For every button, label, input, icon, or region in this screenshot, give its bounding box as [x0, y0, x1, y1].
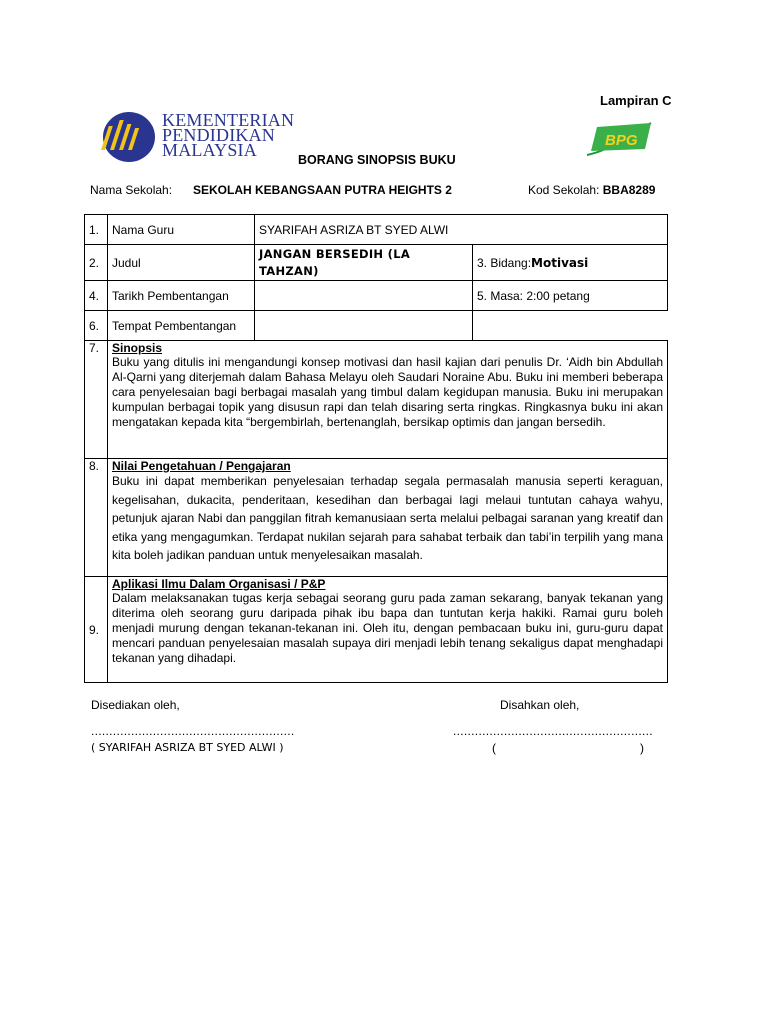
title-label: Judul — [108, 245, 255, 281]
time-field[interactable]: 5. Masa: 2:00 petang — [473, 281, 668, 311]
bpg-logo-text: BPG — [605, 132, 638, 149]
bidang-label: 3. Bidang: — [477, 255, 532, 270]
row-number: 9. — [85, 577, 108, 683]
venue-field[interactable] — [255, 311, 473, 341]
table-row — [85, 281, 668, 311]
school-code-value: BBA8289 — [602, 183, 656, 197]
bidang-value: Motivasi — [531, 255, 589, 270]
approved-by-label: Disahkan oleh, — [500, 698, 580, 712]
table-row — [85, 215, 668, 245]
teacher-name-label: Nama Guru — [108, 215, 255, 245]
bpg-logo — [585, 121, 653, 157]
approved-name-close: ) — [640, 741, 644, 755]
field-cell[interactable] — [473, 245, 668, 281]
prepared-signature-line: ........................................................ — [91, 724, 295, 738]
lampiran-label: Lampiran C — [600, 93, 672, 108]
school-code-label: Kod Sekolah: — [528, 183, 600, 197]
synopsis-cell — [108, 341, 668, 459]
row-number: 6. — [85, 311, 108, 341]
approved-signature-line: ....................................................... — [453, 724, 653, 738]
application-title: Aplikasi Ilmu Dalam Organisasi / P&P — [112, 577, 326, 591]
school-code — [528, 183, 655, 197]
application-cell — [108, 577, 668, 683]
date-field[interactable] — [255, 281, 473, 311]
teacher-name-field[interactable]: SYARIFAH ASRIZA BT SYED ALWI — [255, 215, 668, 245]
synopsis-form-table — [84, 214, 668, 683]
table-row — [85, 341, 668, 459]
row-number: 8. — [85, 459, 108, 577]
date-label: Tarikh Pembentangan — [108, 281, 255, 311]
form-title: BORANG SINOPSIS BUKU — [298, 153, 456, 167]
logo-line-3: MALAYSIA — [162, 140, 257, 160]
row-number: 4. — [85, 281, 108, 311]
row-number: 2. — [85, 245, 108, 281]
approved-name-open: ( — [492, 741, 496, 755]
table-row — [85, 459, 668, 577]
row-number: 1. — [85, 215, 108, 245]
venue-label: Tempat Pembentangan — [108, 311, 255, 341]
book-title-value: JANGAN BERSEDIH (LA TAHZAN) — [259, 246, 411, 278]
book-title-field[interactable] — [255, 245, 473, 281]
school-label: Nama Sekolah: — [90, 183, 173, 197]
synopsis-title: Sinopsis — [112, 341, 163, 355]
empty-cell — [473, 311, 668, 341]
logo-line-2: PENDIDIKAN — [162, 125, 275, 145]
knowledge-cell — [108, 459, 668, 577]
knowledge-title: Nilai Pengetahuan / Pengajaran — [112, 459, 291, 473]
knowledge-text: Buku ini dapat memberikan penyelesaian terhadap segala permasalah manusia seperti keraguan, kegelisahan, dukacita, penderitaan, kesedihan dan berbagai lagi melaui tuntutan cahaya wahyu, petunjuk ajaran Nabi dan panggilan fitrah kemanusiaan serta melalui pelbagai saranan yang kreatif dan etika yang mengagumkan. Terdapat nukilan sejarah para sahabat terbaik dan tabi’in terpilih yang mana kita boleh jadikan panduan untuk menyelesaikan masalah. — [112, 474, 663, 562]
table-row — [85, 245, 668, 281]
table-row — [85, 577, 668, 683]
application-text: Dalam melaksanakan tugas kerja sebagai seorang guru pada zaman sekarang, banyak tekanan yang diterima oleh seorang guru daripada pihak ibu bapa dan tuntutan kerja hakiki. Ramai guru boleh menjadi murung dengan tekanan-tekanan ini. Oleh itu, dengan pembacaan buku ini, guru-guru dapat mencari panduan penyelesaian masalah supaya diri menjadi lebih tenang sekaligus dapat menghadapi tekanan yang dihadapi. — [112, 591, 663, 665]
prepared-by-label: Disediakan oleh, — [91, 698, 180, 712]
school-name: SEKOLAH KEBANGSAAN PUTRA HEIGHTS 2 — [193, 183, 452, 197]
prepared-by-name: ( SYARIFAH ASRIZA BT SYED ALWI ) — [91, 741, 284, 754]
logo-line-1: KEMENTERIAN — [162, 110, 295, 130]
row-number: 7. — [85, 341, 108, 459]
ministry-logo-text — [162, 110, 295, 160]
synopsis-text: Buku yang ditulis ini mengandungi konsep motivasi dan hasil kajian dari penulis Dr. ‘Aidh bin Abdullah Al-Qarni yang diterjemah dalam Bahasa Melayu oleh Saudari Noraine Abu. Buku ini memberi beberapa cara penyelesaian bagi berbagai masalah yang timbul dalam kegidupan manusia. Buku ini merupakan kumpulan berbagai topik yang disusun rapi dan telah disaring serta ringkas. Ringkasnya buku ini akan mengatakan kepada kita “bergembirlah, bertenanglah, bersikap optimis dan jangan bersedih. — [112, 355, 663, 429]
table-row — [85, 311, 668, 341]
